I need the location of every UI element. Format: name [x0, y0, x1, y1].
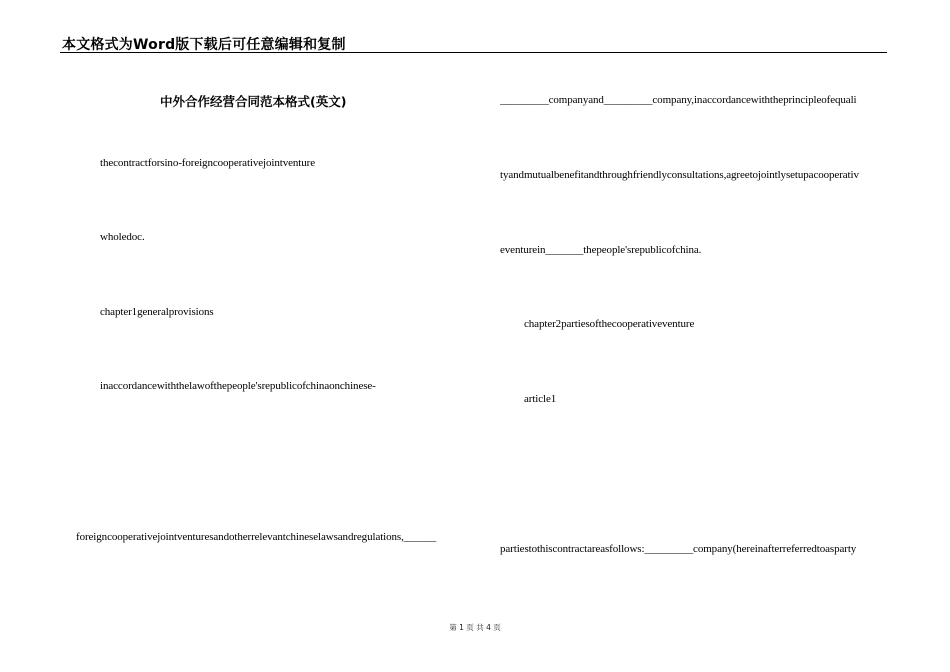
left-line-4: inaccordancewiththelawofthepeople'srepublicofchinaonchinese- — [100, 380, 376, 392]
right-line-2: tyandmutualbenefitandthroughfriendlyconsultations,agreetojointlysetupacooperativ — [500, 169, 859, 181]
header-divider — [60, 52, 887, 53]
left-line-5: foreigncooperativejointventuresandotherrelevantchineselawsandregulations,______ — [76, 531, 437, 543]
right-line-5: article1 — [524, 393, 557, 405]
left-line-1: thecontractforsino-foreigncooperativejointventure — [100, 157, 316, 169]
page-header-title: 本文格式为Word版下载后可任意编辑和复制 — [62, 37, 346, 53]
left-line-2: wholedoc. — [100, 231, 145, 243]
right-line-3: eventurein_______thepeople'srepublicofchina. — [500, 244, 702, 256]
document-title: 中外合作经营合同范本格式(英文) — [160, 94, 347, 109]
page-number-footer: 第 1 页 共 4 页 — [449, 623, 501, 632]
right-line-1: _________companyand_________company,inaccordancewiththeprincipleofequali — [500, 94, 857, 106]
left-line-3: chapter1generalprovisions — [100, 306, 214, 318]
right-line-4: chapter2partiesofthecooperativeventure — [524, 318, 695, 330]
right-line-6: partiestothiscontractareasfollows:_________company(hereinafterreferredtoasparty — [500, 543, 857, 555]
